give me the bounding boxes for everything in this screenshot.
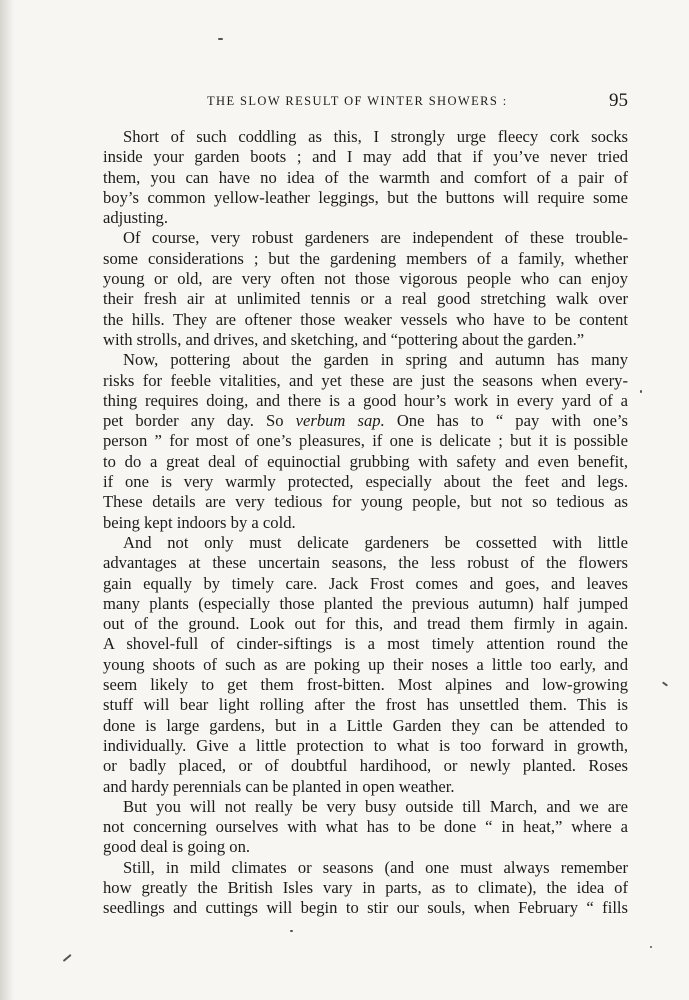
text-line: how greatly the British Isles vary in parts, as to climate), the idea of [103,877,628,897]
italic-phrase: verbum sap. [295,411,385,431]
text-run: pet border any day. So [103,411,296,431]
running-title: THE SLOW RESULT OF WINTER SHOWERS : [207,94,508,108]
text-line: the hills. They are oftener those weaker vessels who have to be content [103,309,628,329]
page-gutter-shadow [0,0,14,1000]
text-line: gain equally by timely care. Jack Frost comes and goes, and leaves [103,573,628,593]
text-line: seem likely to get them frost-bitten. Most alpines and low-growing [103,675,628,695]
print-speck [662,681,668,686]
text-line: being kept indoors by a cold. [103,512,296,532]
text-line: A shovel-full of cinder-siftings is a most timely attention round the [103,634,628,654]
text-run: One has to “ pay with one’s [384,411,628,431]
text-line: boy’s common yellow-leather leggings, but the buttons will require some [103,187,628,207]
text-line: to do a great deal of equinoctial grubbing with safety and even benefit, [103,451,628,471]
text-line: young shoots of such as are poking up their noses a little too early, and [103,654,628,674]
text-line: with strolls, and drives, and sketching, and “pottering about the garden.” [103,329,585,349]
text-line: or badly placed, or of doubtful hardihood, or newly planted. Roses [103,756,628,776]
text-line: out of the ground. Look out for this, and tread them firmly in again. [103,614,628,634]
text-line: But you will not really be very busy outside till March, and we are [123,796,628,816]
print-speck [63,954,72,962]
text-line: Of course, very robust gardeners are independent of these trouble- [123,228,628,248]
text-line: some considerations ; but the gardening members of a family, whether [103,248,628,268]
text-line: individually. Give a little protection to what is too forward in growth, [103,735,628,755]
text-line [103,411,628,431]
text-line: Now, pottering about the garden in spring and autumn has many [123,350,628,370]
text-line: inside your garden boots ; and I may add that if you’ve never tried [103,147,628,167]
body-text [103,127,628,919]
page-number: 95 [609,90,628,111]
text-line: stuff will bear light rolling after the frost has unsettled them. This is [103,695,628,715]
text-line: These details are very tedious for young people, but not so tedious as [103,492,628,512]
text-line: Short of such coddling as this, I strongly urge fleecy cork socks [123,127,628,146]
text-line: young or old, are very often not those vigorous people who can enjoy [103,269,628,289]
text-line: risks for feeble vitalities, and yet these are just the seasons when every- [103,370,628,390]
text-line: person ” for most of one’s pleasures, if one is delicate ; but it is possible [103,431,628,451]
page-header [103,92,628,114]
text-line: adjusting. [103,208,168,228]
print-speck [218,38,223,40]
text-line: seedlings and cuttings will begin to stir our souls, when February “ fills [103,898,628,918]
text-line: advantages at these uncertain seasons, the less robust of the flowers [103,553,628,573]
text-line: many plants (especially those planted the previous autumn) half jumped [103,593,628,613]
text-line: not concerning ourselves with what has to be done “ in heat,” where a [103,817,628,837]
text-line: And not only must delicate gardeners be cossetted with little [123,532,628,552]
text-line: Still, in mild climates or seasons (and one must always remember [123,857,628,877]
print-speck [650,946,652,948]
print-speck [290,930,293,932]
text-line: them, you can have no idea of the warmth and comfort of a pair of [103,167,628,187]
text-line: their fresh air at unlimited tennis or a real good stretching walk over [103,289,628,309]
text-line: if one is very warmly protected, especially about the feet and legs. [103,472,628,492]
text-line: done is large gardens, but in a Little Garden they can be attended to [103,715,628,735]
text-line: and hardy perennials can be planted in open weather. [103,776,455,796]
text-line: thing requires doing, and there is a good hour’s work in every yard of a [103,390,628,410]
text-line: good deal is going on. [103,837,251,857]
print-speck [640,390,642,393]
